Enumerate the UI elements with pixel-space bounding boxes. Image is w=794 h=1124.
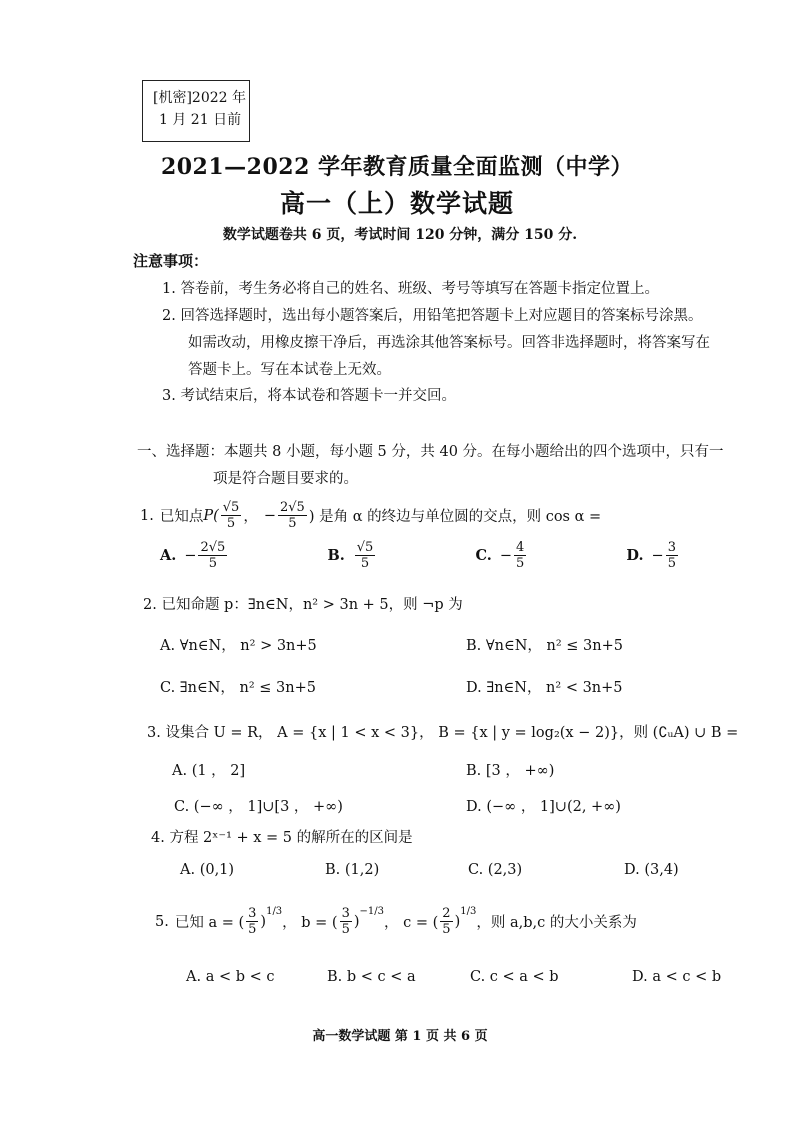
exponent: 1/3: [266, 906, 283, 917]
page-footer: 高一数学试题 第 1 页 共 6 页: [312, 1029, 488, 1044]
notice-heading: 注意事项：: [133, 252, 209, 270]
fraction: [221, 500, 242, 531]
fraction: [278, 500, 307, 531]
paren: ): [260, 913, 267, 930]
secret-stamp: [142, 80, 250, 142]
section-heading: 一、选择题：本题共 8 小题，每小题 5 分，共 40 分。在每小题给出的四个选项中，只有一: [137, 444, 724, 460]
point-label: P(: [203, 507, 219, 524]
question-text: ) 是角 α 的终边与单位圆的交点，则 cos α =: [308, 509, 602, 525]
notice-item: 答题卡上。写在本试卷上无效。: [188, 362, 391, 378]
paren: ): [454, 913, 461, 930]
fraction: [246, 906, 258, 937]
numerator: 3: [341, 906, 350, 921]
question-text: ，则 a,b,c 的大小关系为: [476, 915, 637, 931]
denominator: 5: [667, 556, 676, 571]
option-a: [160, 540, 229, 571]
denominator: 5: [341, 922, 350, 937]
minus-sign: −: [263, 507, 276, 524]
notice-item: 2. 回答选择题时，选出每小题答案后，用铅笔把答题卡上对应题目的答案标号涂黑。: [162, 308, 703, 324]
notice-item: 1. 答卷前，考生务必将自己的姓名、班级、考号等填写在答题卡指定位置上。: [162, 281, 659, 297]
option-c: [475, 540, 528, 571]
numerator: √5: [222, 500, 240, 515]
option-c: C. ∃n∈N， n² ≤ 3n+5: [160, 680, 316, 696]
question-text: ， b = (: [282, 915, 338, 931]
question-2: 2. 已知命题 p：∃n∈N，n² > 3n + 5，则 ¬p 为: [143, 597, 463, 613]
fraction: [340, 906, 352, 937]
option-a: A. (0,1): [180, 862, 235, 878]
option-a: A. a < b < c: [186, 969, 275, 985]
option-b: B. ∀n∈N， n² ≤ 3n+5: [466, 638, 623, 654]
option-c: C. (2,3): [468, 862, 523, 878]
option-c: C. (−∞ ， 1]∪[3 ， +∞): [174, 799, 343, 815]
question-number: 1.: [140, 507, 154, 524]
option-d: [626, 540, 680, 571]
fraction: [440, 906, 452, 937]
numerator: 3: [248, 906, 257, 921]
exam-title: 2021—2022 学年教育质量全面监测（中学）: [160, 154, 634, 180]
question-number: 5.: [155, 913, 169, 930]
question-text: 已知点: [159, 509, 204, 525]
numerator: 2: [442, 906, 451, 921]
option-c: C. c < a < b: [470, 969, 559, 985]
option-b: B. [3 ， +∞): [466, 763, 555, 779]
numerator: 3: [667, 540, 676, 555]
option-a: A. ∀n∈N， n² > 3n+5: [160, 638, 317, 654]
secret-stamp-line2: 1 月 21 日前: [159, 112, 242, 128]
question-4: 4. 方程 2ˣ⁻¹ + x = 5 的解所在的区间是: [151, 830, 413, 846]
option-d: D. (−∞ ， 1]∪(2, +∞): [466, 799, 621, 815]
option-d: D. ∃n∈N， n² < 3n+5: [466, 680, 623, 696]
section-heading-cont: 项是符合题目要求的。: [213, 471, 358, 487]
numerator: 2√5: [200, 540, 226, 555]
question-5: [155, 906, 637, 937]
separator: ，: [243, 509, 258, 525]
fraction: [666, 540, 678, 571]
option-b: B. (1,2): [325, 862, 380, 878]
numerator: 4: [515, 540, 525, 555]
option-sign: −: [184, 547, 197, 564]
denominator: 5: [288, 516, 297, 531]
option-sign: −: [651, 547, 664, 564]
denominator: 5: [208, 556, 218, 571]
notice-item: 3. 考试结束后，将本试卷和答题卡一并交回。: [162, 388, 456, 404]
denominator: 5: [248, 922, 257, 937]
numerator: 2√5: [279, 500, 305, 515]
question-3: 3. 设集合 U = R， A = {x | 1 < x < 3}， B = {x | y = log₂(x − 2)}，则 (∁ᵤA) ∪ B =: [147, 725, 739, 741]
secret-stamp-line1: [机密]2022 年: [153, 90, 247, 106]
option-a: A. (1 ， 2]: [172, 763, 246, 779]
notice-item: 如需改动，用橡皮擦干净后，再选涂其他答案标号。回答非选择题时，将答案写在: [188, 335, 710, 351]
option-d: D. (3,4): [624, 862, 679, 878]
q1-options: [160, 540, 680, 571]
option-label: C.: [475, 547, 492, 564]
exam-info: 数学试题卷共 6 页，考试时间 120 分钟，满分 150 分.: [222, 227, 578, 243]
paren: ): [353, 913, 360, 930]
option-label: D.: [626, 547, 644, 564]
denominator: 5: [226, 516, 236, 531]
denominator: 5: [360, 556, 370, 571]
question-text: 已知 a = (: [174, 915, 245, 931]
denominator: 5: [442, 922, 451, 937]
exponent: −1/3: [359, 906, 385, 917]
option-label: B.: [327, 547, 345, 564]
option-b: [327, 540, 377, 571]
fraction: [514, 540, 526, 571]
option-b: B. b < c < a: [327, 969, 416, 985]
exam-subtitle: 高一（上）数学试题: [279, 189, 514, 218]
question-text: ， c = (: [384, 915, 439, 931]
question-1: [140, 500, 601, 531]
option-sign: −: [499, 547, 512, 564]
numerator: √5: [356, 540, 374, 555]
fraction: [355, 540, 376, 571]
option-label: A.: [160, 547, 177, 564]
denominator: 5: [515, 556, 525, 571]
option-d: D. a < c < b: [632, 969, 722, 985]
exponent: 1/3: [460, 906, 477, 917]
fraction: [198, 540, 227, 571]
